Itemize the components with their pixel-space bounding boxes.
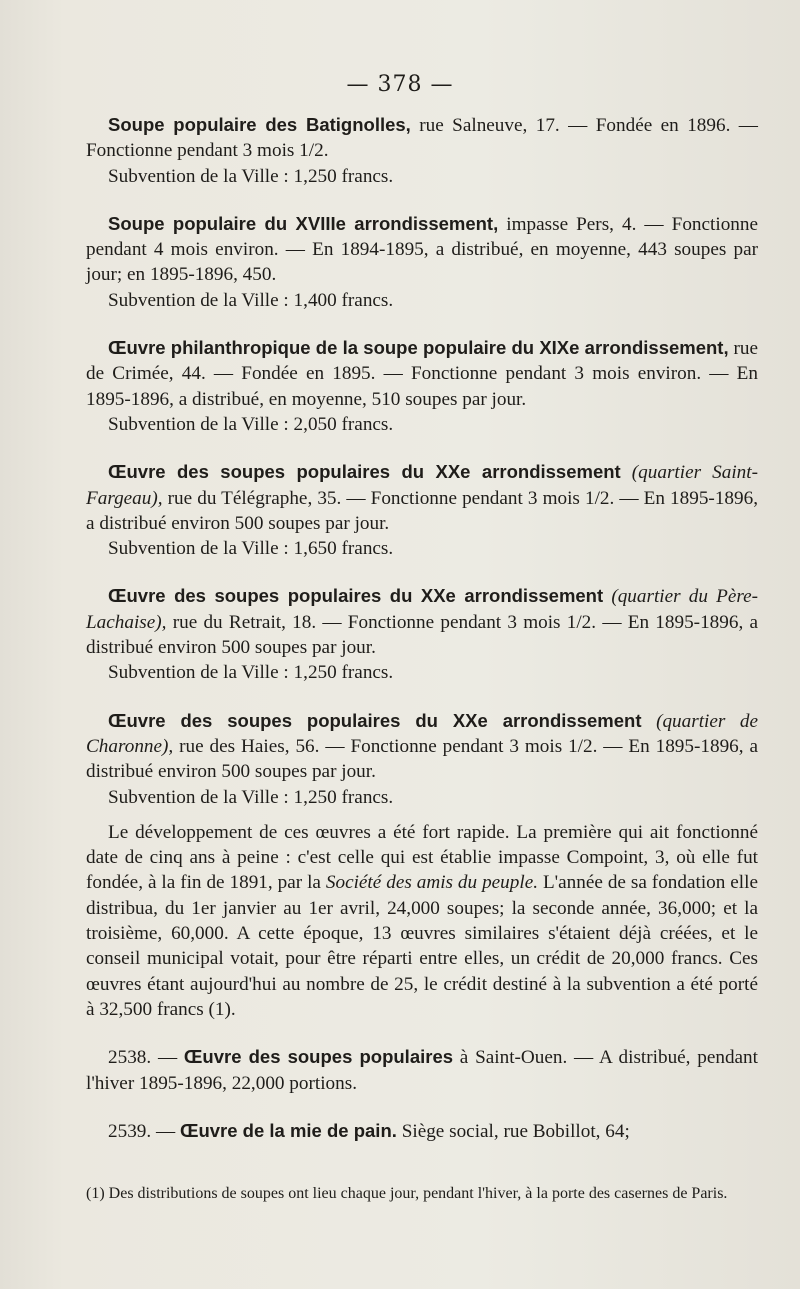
- entry-title: Œuvre de la mie de pain.: [179, 1119, 397, 1141]
- entry-subvention: Subvention de la Ville : 1,400 francs.: [108, 289, 394, 311]
- entry-description: Siège social, rue Bobillot, 64;: [396, 1120, 630, 1142]
- entry-subvention: Subvention de la Ville : 1,250 francs.: [108, 165, 394, 187]
- entry-quarter: (quartier du Père-Lachaise),: [86, 586, 759, 633]
- entry-number: 2538. —: [108, 1047, 184, 1069]
- entry-text: [86, 335, 758, 412]
- entry-text: [86, 583, 758, 660]
- entry-xix: [86, 335, 758, 437]
- entry-description: rue Salneuve, 17. — Fondée en 1896. — Fonctionne pendant 3 mois 1/2.: [86, 115, 758, 162]
- page-body: [86, 112, 758, 1144]
- entry-title: Soupe populaire du XVIIIe arrondissement,: [108, 212, 499, 234]
- entry-title: Soupe populaire des Batignolles,: [108, 114, 411, 135]
- page-number: — 378 —: [346, 72, 454, 97]
- society-name: Société des amis du peuple.: [325, 872, 539, 894]
- entry-description: rue des Haies, 56. — Fonctionne pendant 3 mois 1/2. — En 1895-1896, a distribué environ 500 soupes par jour.: [86, 735, 758, 783]
- entry-description: rue de Crimée, 44. — Fondée en 1895. — Fonctionne pendant 3 mois environ. — En 1895-1896, a distribué, en moyenne, 510 soupes par jour.: [86, 338, 758, 410]
- development-text-2: L'année de sa fondation elle distribua, du 1er janvier au 1er avril, 24,000 soupes; la seconde année, 36,000; et la troisième, 60,000. A cette époque, 13 œuvres similaires s'étaient déjà créées, et le conseil municipal votait, pour être réparti entre elles, un crédit de 20,000 francs. Ces œuvres étant aujourd'hui au nombre de 25, le crédit destiné à la subvention a été porté à 32,500 francs (1).: [86, 872, 758, 1020]
- numbered-entry-2539: [86, 1118, 758, 1144]
- development-paragraph: [86, 820, 758, 1022]
- entry-title: Œuvre des soupes populaires du XXe arrondissement: [108, 585, 604, 607]
- entry-batignolles: [86, 112, 758, 189]
- entry-subvention: Subvention de la Ville : 1,650 francs.: [108, 538, 394, 560]
- footnote: (1) Des distributions de soupes ont lieu chaque jour, pendant l'hiver, à la porte des casernes de Paris.: [86, 1185, 728, 1202]
- entry-quarter: (quartier Saint-Fargeau),: [86, 462, 758, 509]
- entry-title: Œuvre des soupes populaires du XXe arrondissement: [108, 709, 642, 731]
- development-text-1: Le développement de ces œuvres a été fort rapide. La première qui ait fonctionné date de cinq ans à peine : c'est celle qui est établie impasse Compoint, 3, où elle fut fondée, à la fin de 1891, par la: [86, 821, 758, 894]
- entry-text: [86, 211, 758, 288]
- entry-title: Œuvre des soupes populaires: [183, 1046, 454, 1068]
- entry-description: à Saint-Ouen. — A distribué, pendant l'hiver 1895-1896, 22,000 portions.: [86, 1047, 758, 1094]
- entry-xviii: [86, 211, 758, 313]
- entry-description: impasse Pers, 4. — Fonctionne pendant 4 mois environ. — En 1894-1895, a distribué, en moyenne, 443 soupes par jour; en 1895-1896, 450.: [86, 213, 758, 286]
- numbered-entry-2538: [86, 1044, 758, 1096]
- entry-quarter: (quartier de Charonne),: [86, 710, 759, 757]
- entry-number: 2539. —: [108, 1120, 180, 1142]
- entry-description: rue du Retrait, 18. — Fonctionne pendant 3 mois 1/2. — En 1895-1896, a distribué environ 500 soupes par jour.: [86, 611, 758, 659]
- entry-title: Œuvre philanthropique de la soupe populaire du XIXe arrondissement,: [108, 337, 729, 359]
- entry-text: [86, 459, 758, 536]
- entry-xx-pere-lachaise: [86, 583, 758, 685]
- entry-xx-charonne: [86, 708, 758, 810]
- entry-text: [86, 112, 758, 164]
- entry-subvention: Subvention de la Ville : 2,050 francs.: [108, 413, 394, 435]
- entry-text: [86, 708, 758, 785]
- entry-subvention: Subvention de la Ville : 1,250 francs.: [108, 786, 394, 808]
- entry-description: rue du Télégraphe, 35. — Fonctionne pendant 3 mois 1/2. — En 1895-1896, a distribué environ 500 soupes par jour.: [86, 487, 758, 534]
- entry-xx-saint-fargeau: [86, 459, 758, 561]
- entry-subvention: Subvention de la Ville : 1,250 francs.: [108, 662, 394, 684]
- entry-title: Œuvre des soupes populaires du XXe arrondissement: [108, 461, 621, 483]
